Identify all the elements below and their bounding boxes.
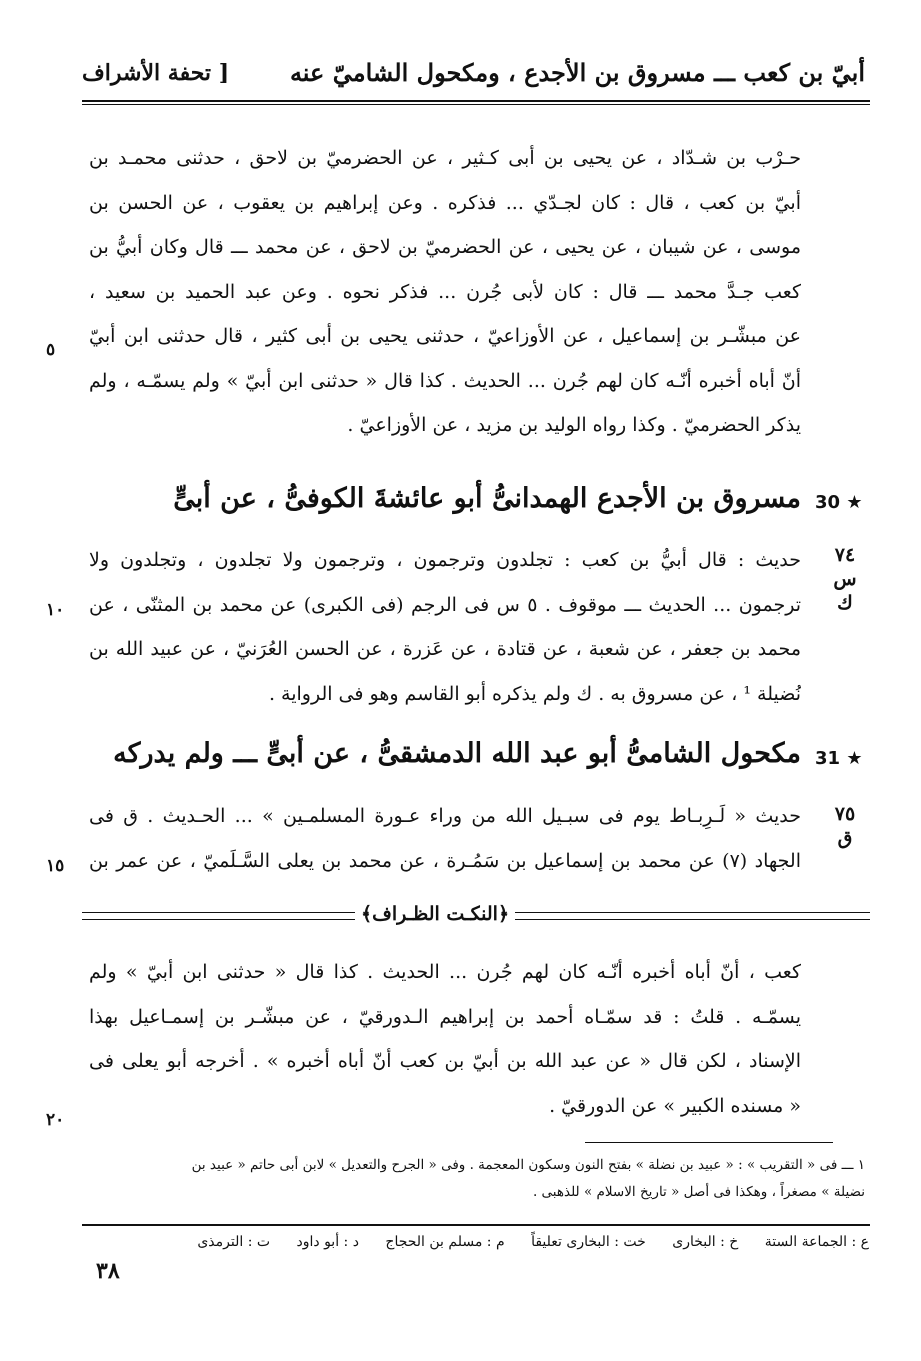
- abbreviation: ت : الترمذى: [197, 1234, 271, 1250]
- text-line: حديث « لَـرِبـاط يوم فى سبـيل الله من وراء عـورة المسلمـين » ... الحـديث . ق فى: [89, 805, 801, 827]
- entry-heading-31: مكحول الشامىُّ أبو عبد الله الدمشقىُّ ، عن أبىٍّ ـــ ولم يدركه: [113, 738, 801, 769]
- entry-number-30: [815, 492, 862, 513]
- footnote-rule: [585, 1142, 833, 1143]
- sigla-30: [825, 543, 865, 615]
- text-line: « مسنده الكبير » عن الدورقيّ .: [549, 1094, 801, 1117]
- abbreviation: م : مسلم بن الحجاج: [385, 1234, 505, 1250]
- abbreviation: د : أبو داود: [296, 1234, 359, 1250]
- footnote: [97, 1152, 865, 1206]
- nukat-text: [89, 950, 801, 1128]
- text-line: محمد بن جعفر ، عن شعبة ، عن قتادة ، عن عَزرة ، عن الحسن العُرَنيّ ، عن عبيد الله بن: [89, 638, 801, 660]
- entry-number: 31: [815, 748, 841, 769]
- text-line: كعب ، أنّ أباه أخبره أنّـه كان لهم جُرن ... الحديث . كذا قال « حدثنى ابن أبيّ » ولم: [89, 961, 801, 983]
- abbreviation: خت : البخارى تعليقاً: [531, 1234, 646, 1250]
- text-line: حـرْب بن شـدّاد ، عن يحيى بن أبى كـثير ، عن الحضرميّ بن لاحق ، حدثنى محمـد بن: [89, 147, 801, 169]
- margin-line-number: ٢٠: [46, 1110, 65, 1130]
- text-line: كعب جـدَّ محمد ـــ قال : كان لأبى جُرن ... فذكر نحوه . وعن عبد الحميد بن سعيد ،: [89, 280, 801, 303]
- header-rule: [82, 100, 870, 102]
- hadith-number: ٧٥: [834, 803, 856, 825]
- sigla-31: [825, 802, 865, 850]
- text-line: أنّ أباه أخبره أنّـه كان لهم جُرن ... الحديث . كذا قال « حدثنى ابن أبيّ » ولم يسمّـه ، ولم: [89, 369, 801, 392]
- star-icon: ★: [846, 492, 863, 513]
- text-line: الجهاد (٧) عن محمد بن إسماعيل بن سَمُـرة ، عن محمد بن يعلى السَّـلَميّ ، عن عمر بن: [89, 849, 801, 872]
- text-line: يسمّـه . قلتُ : قد سمّـاه أحمد بن إبراهيم الـدورقيّ ، عن مبشّـر بن إسمـاعيل بهذا: [89, 1005, 801, 1028]
- running-header-title: أبيّ بن كعب ـــ مسروق بن الأجدع ، ومكحول الشاميّ عنه: [289, 58, 865, 87]
- entry-31-text: [89, 794, 801, 883]
- margin-line-number: ١٠: [46, 600, 65, 620]
- text-line: أبيّ بن كعب ، قال : كان لجـدّي ... فذكره . وعن إبراهيم بن يعقوب ، عن الحسن بن: [89, 191, 801, 214]
- footnote-line: ١ ـــ فى « التقريب » : « عبيد بن نضلة » بفتح النون وسكون المعجمة . وفى « الجرح والتعديل » لابن أبى حاتم « عبيد بن: [191, 1157, 865, 1173]
- abbreviations-key: [175, 1234, 869, 1250]
- siglum: ك: [837, 592, 853, 614]
- main-text-block: [89, 136, 801, 448]
- entry-30-text: [89, 538, 801, 716]
- running-header-book: [ تحفة الأشراف: [82, 60, 230, 86]
- abbreviations-rule: [82, 1224, 870, 1226]
- abbreviation: خ : البخارى: [672, 1234, 739, 1250]
- entry-number-31: [815, 748, 862, 769]
- header-rule-thin: [82, 104, 870, 105]
- siglum: ق: [837, 827, 853, 849]
- entry-number: 30: [815, 492, 841, 513]
- star-icon: ★: [846, 748, 863, 769]
- text-line: الإسناد ، لكن قال « عن عبد الله بن أبيّ بن كعب أنّ أباه أخبره » . أخرجه أبو يعلى فى: [89, 1050, 801, 1072]
- text-line: حديث : قال أبيُّ بن كعب : تجلدون وترجمون ، وترجمون ولا تجلدون ، وتجلدون ولا: [89, 549, 801, 571]
- footnote-line: نضيلة » مصغراً ، وهكذا فى أصل « تاريخ الاسلام » للذهبى .: [532, 1184, 865, 1200]
- siglum: س: [833, 568, 857, 590]
- margin-line-number: ٥: [46, 340, 56, 360]
- abbreviation: ع : الجماعة الستة: [764, 1234, 869, 1250]
- text-line: عن مبشّـر بن إسماعيل ، عن الأوزاعيّ ، حدثنى يحيى بن أبى كثير ، قال حدثنى ابن أبيّ: [89, 325, 801, 347]
- text-line: ترجمون ... الحديث ـــ موقوف . ٥ س فى الرجم (فى الكبرى) عن محمد بن المثنّى ، عن: [89, 593, 801, 616]
- entry-heading-30: مسروق بن الأجدع الهمدانىُّ أبو عائشةَ الكوفىُّ ، عن أبىٍّ: [173, 483, 801, 514]
- hadith-number: ٧٤: [834, 544, 856, 566]
- nukat-section-title: ﴿النكـت الظـراف﴾: [355, 903, 515, 925]
- text-line: يذكر الحضرميّ . وكذا رواه الوليد بن مزيد ، عن الأوزاعيّ .: [347, 414, 801, 436]
- page-number: ٣٨: [96, 1258, 120, 1284]
- text-line: موسى ، عن شيبان ، عن يحيى ، عن الحضرميّ بن لاحق ، عن محمد ـــ قال وكان أبيُّ بن: [89, 236, 801, 258]
- margin-line-number: ١٥: [46, 856, 65, 876]
- text-line: نُضيلة ¹ ، عن مسروق به . ك ولم يذكره أبو القاسم وهو فى الرواية .: [268, 682, 801, 705]
